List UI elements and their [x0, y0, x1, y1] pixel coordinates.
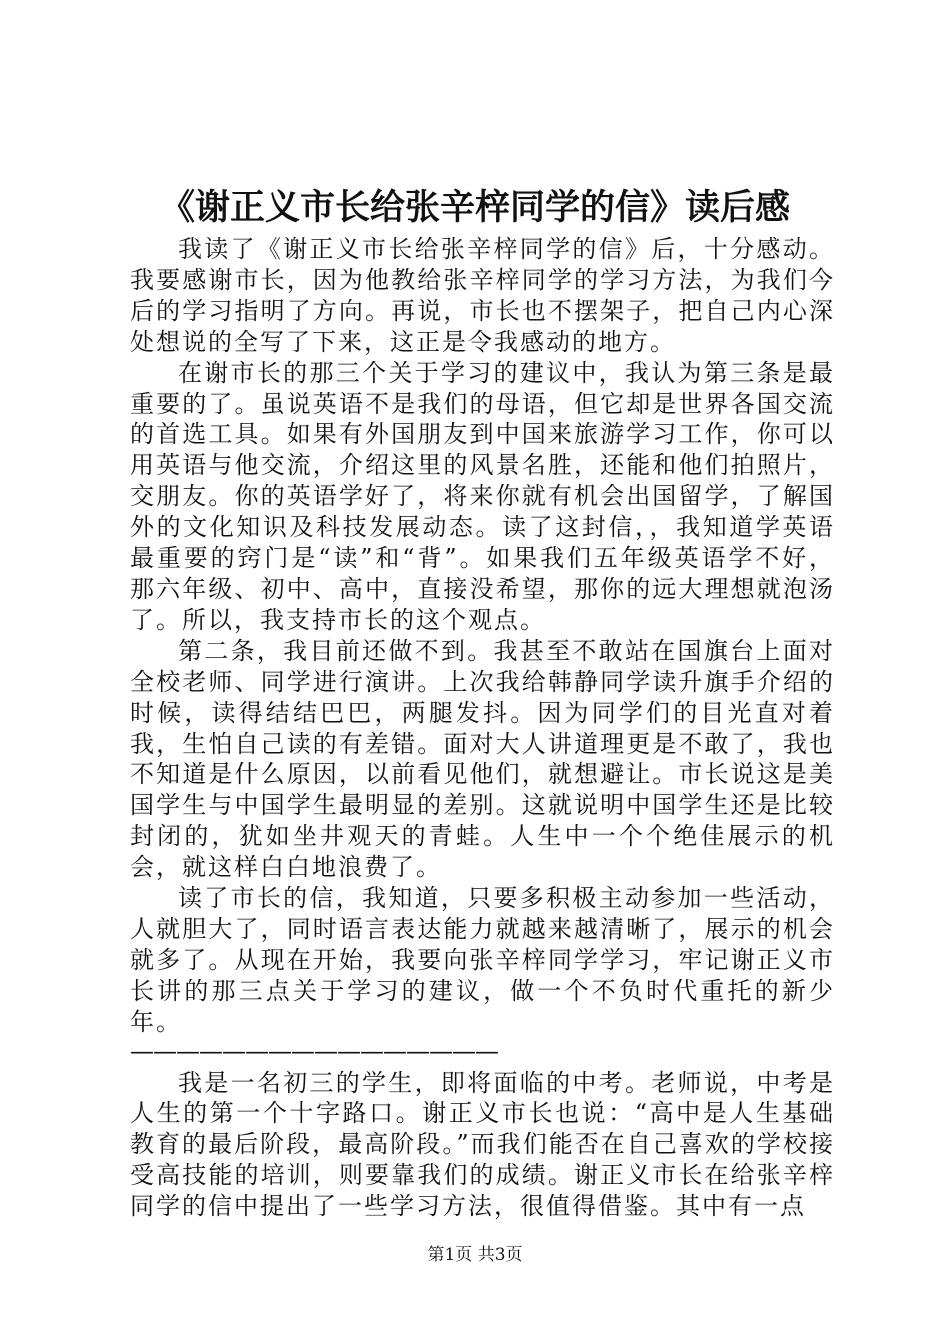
- paragraph: 我读了《谢正义市长给张辛梓同学的信》后，十分感动。我要感谢市长，因为他教给张辛梓同学的学习方法，为我们今后的学习指明了方向。再说，市长也不摆架子，把自己内心深处想说的全写了下来，这正是令我感动的地方。: [130, 235, 835, 356]
- document-title: 《谢正义市长给张辛梓同学的信》读后感: [159, 187, 790, 228]
- paragraph: 我是一名初三的学生，即将面临的中考。老师说，中考是人生的第一个十字路口。谢正义市长也说：“高中是人生基础教育的最后阶段，最高阶段。”而我们能否在自己喜欢的学校接受高技能的培训，则要靠我们的成绩。谢正义市长在给张辛梓同学的信中提出了一些学习方法，很值得借鉴。其中有一点: [130, 1068, 835, 1221]
- section-divider: ————————————————: [130, 1039, 498, 1062]
- paragraph: 在谢市长的那三个关于学习的建议中，我认为第三条是最重要的了。虽说英语不是我们的母语，但它却是世界各国交流的首选工具。如果有外国朋友到中国来旅游学习工作，你可以用英语与他交流，介绍这里的风景名胜，还能和他们拍照片，交朋友。你的英语学好了，将来你就有机会出国留学，了解国外的文化知识及科技发展动态。读了这封信，，我知道学英语最重要的窍门是“读”和“背”。如果我们五年级英语学不好，那六年级、初中、高中，直接没希望，那你的远大理想就泡汤了。所以，我支持市长的这个观点。: [130, 358, 835, 634]
- page-number-footer: 第1页 共3页: [427, 1245, 523, 1265]
- paragraph: 读了市长的信，我知道，只要多积极主动参加一些活动，人就胆大了，同时语言表达能力就越来越清晰了，展示的机会就多了。从现在开始，我要向张辛梓同学学习，牢记谢正义市长讲的那三点关于学习的建议，做一个不负时代重托的新少年。: [130, 884, 835, 1036]
- paragraph: 第二条，我目前还做不到。我甚至不敢站在国旗台上面对全校老师、同学进行演讲。上次我给韩静同学读升旗手介绍的时候，读得结结巴巴，两腿发抖。因为同学们的目光直对着我，生怕自己读的有差错。面对大人讲道理更是不敢了，我也不知道是什么原因，以前看见他们，就想避让。市长说这是美国学生与中国学生最明显的差别。这就说明中国学生还是比较封闭的，犹如坐井观天的青蛙。人生中一个个绝佳展示的机会，就这样白白地浪费了。: [130, 636, 835, 882]
- document-body: [130, 234, 835, 1222]
